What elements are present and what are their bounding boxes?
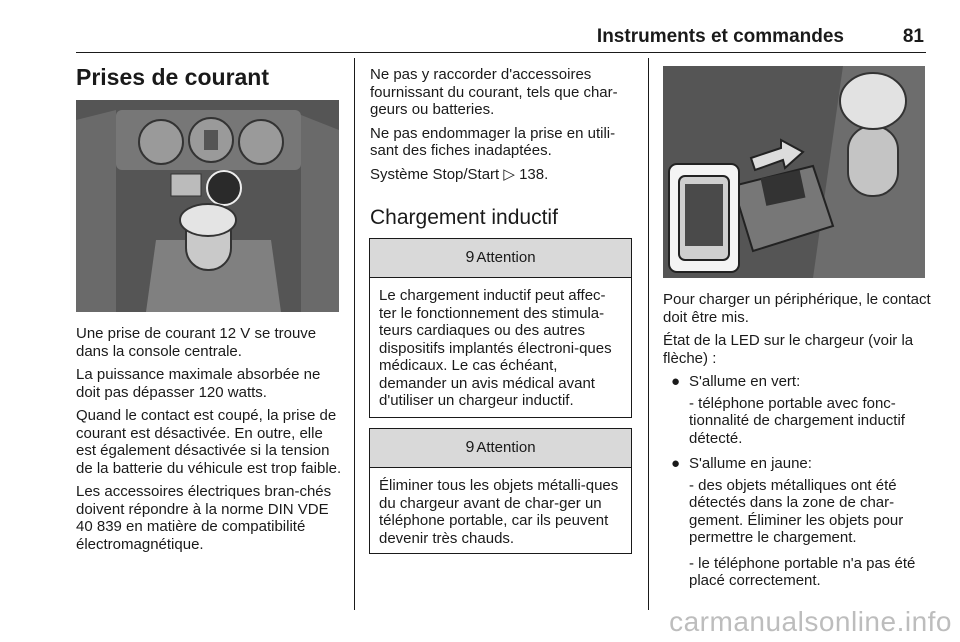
page-number: 81: [902, 26, 924, 47]
column-divider-left: [354, 58, 355, 610]
console-drawing: [76, 100, 339, 312]
bullet-icon: ●: [671, 455, 681, 472]
power-outlet-illustration: [76, 100, 339, 312]
bullet-icon: ●: [671, 373, 681, 390]
list-item: [663, 455, 933, 473]
list-item: [663, 373, 933, 391]
left-column-text: [76, 325, 346, 559]
heading-inductive-charging: Chargement inductif: [370, 206, 558, 229]
inductive-charger-illustration: [663, 66, 925, 278]
paragraph: Quand le contact est coupé, la prise de courant est désactivée. En outre, elle est également désactivée si la tension de la batterie du véhicule est trop faible.: [76, 407, 342, 477]
warning-title: Attention: [476, 249, 536, 267]
paragraph: La puissance maximale absorbée ne doit pas dépasser 120 watts.: [76, 366, 321, 401]
middle-column-text: [370, 66, 635, 189]
sub-item: - téléphone portable avec fonc-tionnalité de chargement inductif détecté.: [689, 394, 905, 447]
charger-drawing: [663, 66, 925, 278]
warning-triangle-icon: 9: [465, 439, 475, 457]
warning-header: [370, 239, 631, 278]
column-divider-right: [648, 58, 649, 610]
warning-text: Le chargement inductif peut affec-ter le fonctionnement des stimula-teurs cardiaques ou des autres dispositifs implantés électroni-ques médicaux. Le cas échéant, demander un avis médical avant d'utiliser un chargeur inductif.: [379, 287, 612, 409]
warning-title: Attention: [476, 439, 536, 457]
warning-triangle-icon: 9: [465, 249, 475, 267]
warning-box-1: [369, 238, 632, 418]
bullet-label: S'allume en jaune:: [689, 455, 812, 472]
paragraph: Les accessoires électriques bran-chés doivent répondre à la norme DIN VDE 40 839 en matière de compatibilité électromagnétique.: [76, 483, 332, 553]
page-header: [76, 26, 926, 52]
warning-box-2: [369, 428, 632, 554]
paragraph: Ne pas endommager la prise en utili-sant des fiches inadaptées.: [370, 124, 616, 159]
heading-power-outlets: Prises de courant: [76, 64, 270, 90]
paragraph: Ne pas y raccorder d'accessoires fournissant du courant, tels que char-geurs ou batteries.: [370, 66, 618, 118]
header-divider: [76, 52, 926, 53]
warning-text: Éliminer tous les objets métalli-ques du chargeur avant de char-ger un téléphone portable, car ils peuvent devenir très chauds.: [379, 477, 619, 547]
paragraph: État de la LED sur le chargeur (voir la flèche) :: [663, 332, 914, 367]
paragraph: Système Stop/Start ▷ 138.: [370, 165, 549, 183]
right-column-text: [663, 291, 933, 598]
watermark: carmanualsonline.info: [669, 606, 952, 637]
warning-header: [370, 429, 631, 468]
sub-item: - le téléphone portable n'a pas été placé correctement.: [689, 554, 916, 589]
sub-item: - des objets métalliques ont été détectés dans la zone de char-gement. Éliminer les objets pour permettre le chargement.: [689, 476, 904, 546]
bullet-label: S'allume en vert:: [689, 373, 801, 390]
paragraph: Pour charger un périphérique, le contact doit être mis.: [663, 291, 931, 326]
paragraph: Une prise de courant 12 V se trouve dans la console centrale.: [76, 325, 317, 360]
section-title: Instruments et commandes: [596, 26, 844, 47]
